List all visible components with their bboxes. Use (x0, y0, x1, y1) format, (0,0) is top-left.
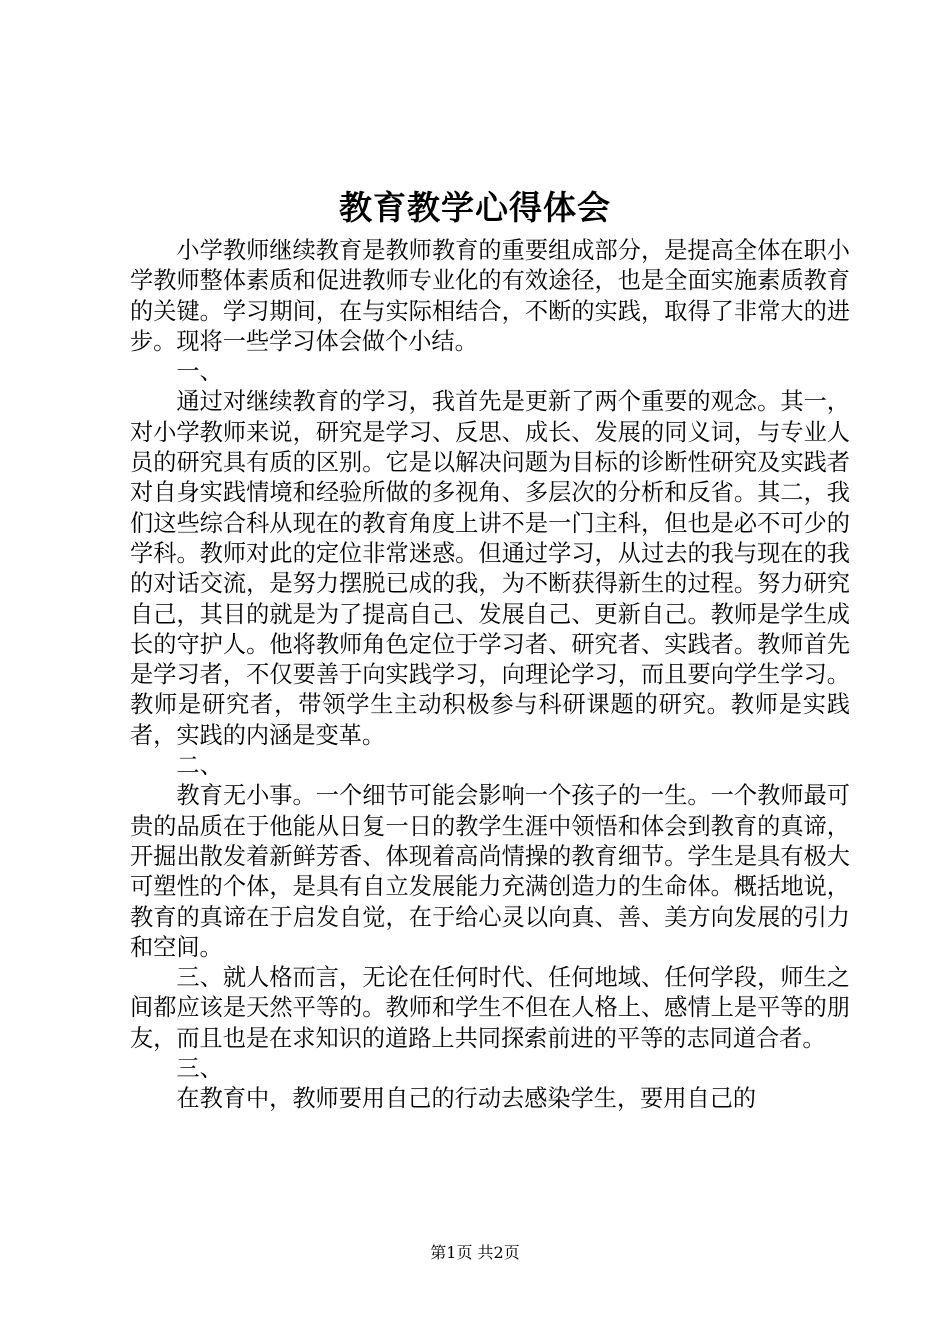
paragraph-section-1: 通过对继续教育的学习，我首先是更新了两个重要的观念。其一，对小学教师来说，研究是学习、反思、成长、发展的同义词，与专业人员的研究具有质的区别。它是以解决问题为目标的诊断性研究及实践者对自身实践情境和经验所做的多视角、多层次的分析和反省。其二，我们这些综合科从现在的教育角度上讲不是一门主科，但也是必不可少的学科。教师对此的定位非常迷惑。但通过学习，从过去的我与现在的我的对话交流，是努力摆脱已成的我，为不断获得新生的过程。努力研究自己，其目的就是为了提高自己、发展自己、更新自己。教师是学生成长的守护人。他将教师角色定位于学习者、研究者、实践者。教师首先是学习者，不仅要善于向实践学习，向理论学习，而且要向学生学习。教师是研究者，带领学生主动积极参与科研课题的研究。教师是实践者，实践的内涵是变革。 (130, 388, 850, 749)
paragraph-section-3b: 在教育中，教师要用自己的行动去感染学生，要用自己的 (176, 1085, 757, 1113)
section-heading-3: 三、 (176, 1055, 223, 1083)
document-title: 教育教学心得体会 (339, 188, 611, 227)
page-footer: 第1页 共2页 (430, 1243, 520, 1262)
paragraph-section-3a: 三、就人格而言，无论在任何时代、任何地域、任何学段，师生之间都应该是天然平等的。教师和学生不但在人格上、感情上是平等的朋友，而且也是在求知识的道路上共同探索前进的平等的志同道合者。 (130, 964, 850, 1052)
paragraph-intro: 小学教师继续教育是教师教育的重要组成部分，是提高全体在职小学教师整体素质和促进教师专业化的有效途径，也是全面实施素质教育的关键。学习期间，在与实际相结合，不断的实践，取得了非常大的进步。现将一些学习体会做个小结。 (130, 237, 850, 355)
paragraph-section-2: 教育无小事。一个细节可能会影响一个孩子的一生。一个教师最可贵的品质在于他能从日复一日的教学生涯中领悟和体会到教育的真谛，开掘出散发着新鲜芳香、体现着高尚情操的教育细节。学生是具有极大可塑性的个体，是具有自立发展能力充满创造力的生命体。概括地说，教育的真谛在于启发自觉，在于给心灵以向真、善、美方向发展的引力和空间。 (130, 782, 850, 961)
document-body (130, 236, 850, 1115)
section-heading-1: 一、 (176, 358, 223, 386)
section-heading-2: 二、 (176, 752, 223, 780)
